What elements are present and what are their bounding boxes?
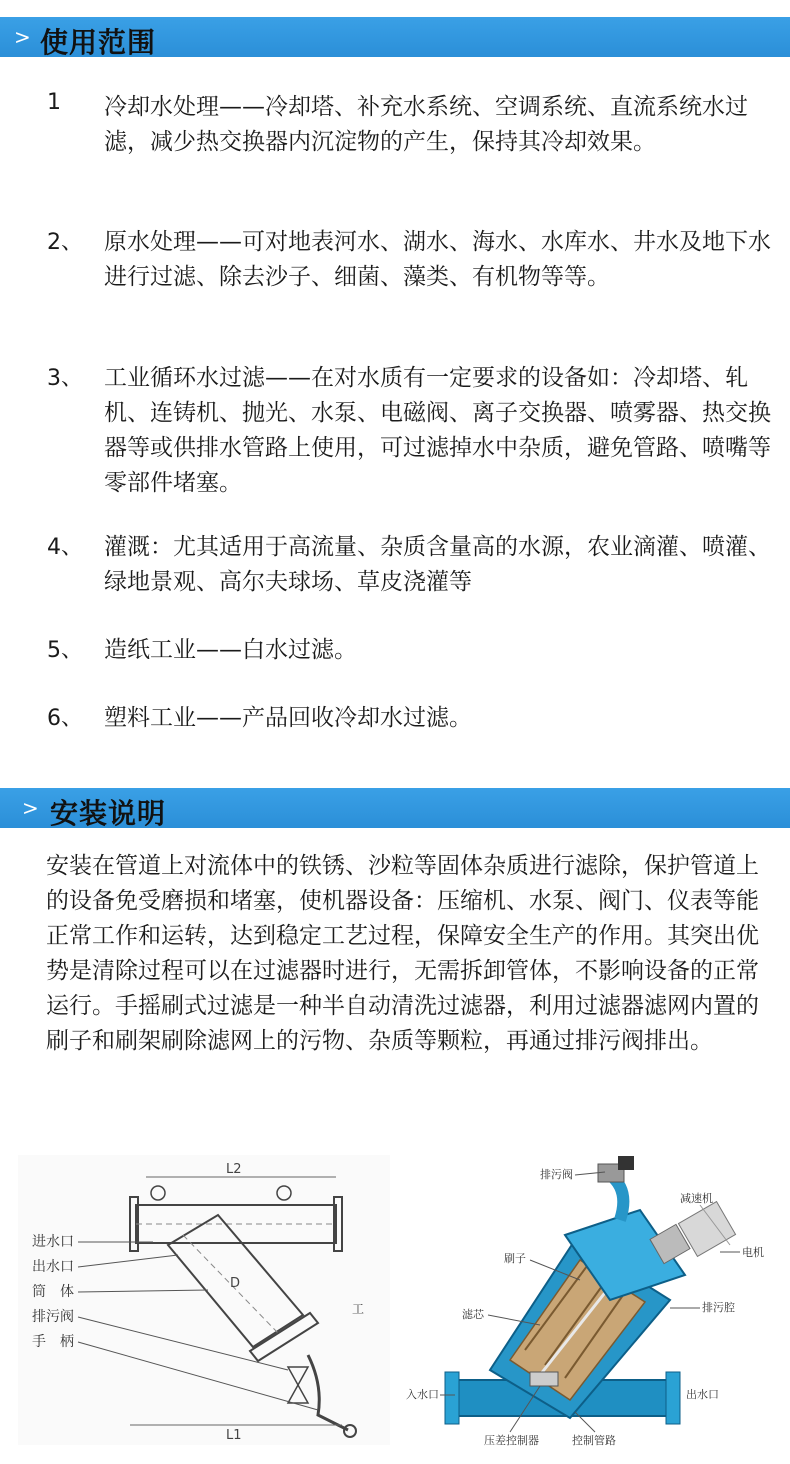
diameter-label: D bbox=[230, 1276, 241, 1291]
label-outlet: 出水口 bbox=[686, 1388, 719, 1401]
label-drain-chamber: 排污腔 bbox=[702, 1301, 735, 1314]
item-text: 工业循环水过滤——在对水质有一定要求的设备如：冷却塔、轧机、连铸机、抛光、水泵、电磁阀、离子交换器、喷雾器、热交换器等或供排水管路上使用，可过滤掉水中杂质，避免管路、喷嘴等零部件堵塞。 bbox=[104, 365, 771, 496]
strainer-line-drawing bbox=[18, 1155, 390, 1445]
label-body: 筒 体 bbox=[32, 1284, 74, 1300]
dim-l1-label: L1 bbox=[226, 1428, 242, 1443]
label-filter-core: 滤芯 bbox=[462, 1308, 484, 1321]
label-drain-valve: 排污阀 bbox=[540, 1168, 573, 1181]
item-number: 6、 bbox=[47, 706, 83, 731]
label-inlet: 入水口 bbox=[406, 1388, 439, 1401]
item-number: 1 bbox=[47, 90, 61, 115]
label-motor: 电机 bbox=[742, 1246, 764, 1259]
install-paragraph: 安装在管道上对流体中的铁锈、沙粒等固体杂质进行滤除，保护管道上的设备免受磨损和堵塞，使机器设备：压缩机、水泵、阀门、仪表等能正常工作和运转，达到稳定工艺过程，保障安全生产的作用。其突出优势是清除过程可以在过滤器时进行，无需拆卸管体，不影响设备的正常运行。手摇刷式过滤是一种半自动清洗过滤器，利用过滤器滤网内置的刷子和刷架刷除滤网上的污物、杂质等颗粒，再通过排污阀排出。 bbox=[46, 853, 759, 1054]
section-title: 使用范围 bbox=[40, 26, 157, 59]
brush-filter-cutaway bbox=[400, 1150, 775, 1450]
label-reducer: 减速机 bbox=[680, 1192, 713, 1205]
dim-l2-label: L2 bbox=[226, 1162, 242, 1177]
item-number: 4、 bbox=[47, 535, 83, 560]
section-title: 安装说明 bbox=[50, 797, 167, 830]
label-outlet: 出水口 bbox=[32, 1259, 74, 1275]
item-text: 冷却水处理——冷却塔、补充水系统、空调系统、直流系统水过滤，减少热交换器内沉淀物的产生，保持其冷却效果。 bbox=[104, 94, 748, 155]
label-dp-controller: 压差控制器 bbox=[484, 1434, 539, 1447]
label-inlet: 进水口 bbox=[32, 1234, 74, 1250]
item-text: 灌溉：尤其适用于高流量、杂质含量高的水源，农业滴灌、喷灌、绿地景观、高尔夫球场、草皮浇灌等 bbox=[104, 534, 771, 595]
chevron-right-icon: > bbox=[14, 25, 31, 49]
item-number: 5、 bbox=[47, 638, 83, 663]
label-control-pipe: 控制管路 bbox=[572, 1434, 616, 1447]
section-header-usage bbox=[0, 17, 790, 57]
item-text: 原水处理——可对地表河水、湖水、海水、水库水、井水及地下水进行过滤、除去沙子、细菌、藻类、有机物等等。 bbox=[104, 229, 771, 290]
dim-h-label: 工 bbox=[352, 1302, 365, 1316]
section-header-install bbox=[0, 788, 790, 828]
label-drain-valve: 排污阀 bbox=[32, 1309, 74, 1325]
label-brush: 刷子 bbox=[504, 1252, 526, 1265]
item-text: 造纸工业——白水过滤。 bbox=[104, 637, 357, 663]
item-number: 2、 bbox=[47, 230, 83, 255]
item-number: 3、 bbox=[47, 366, 83, 391]
label-handle: 手 柄 bbox=[32, 1334, 74, 1350]
item-text: 塑料工业——产品回收冷却水过滤。 bbox=[104, 705, 472, 731]
chevron-right-icon: > bbox=[22, 796, 39, 820]
